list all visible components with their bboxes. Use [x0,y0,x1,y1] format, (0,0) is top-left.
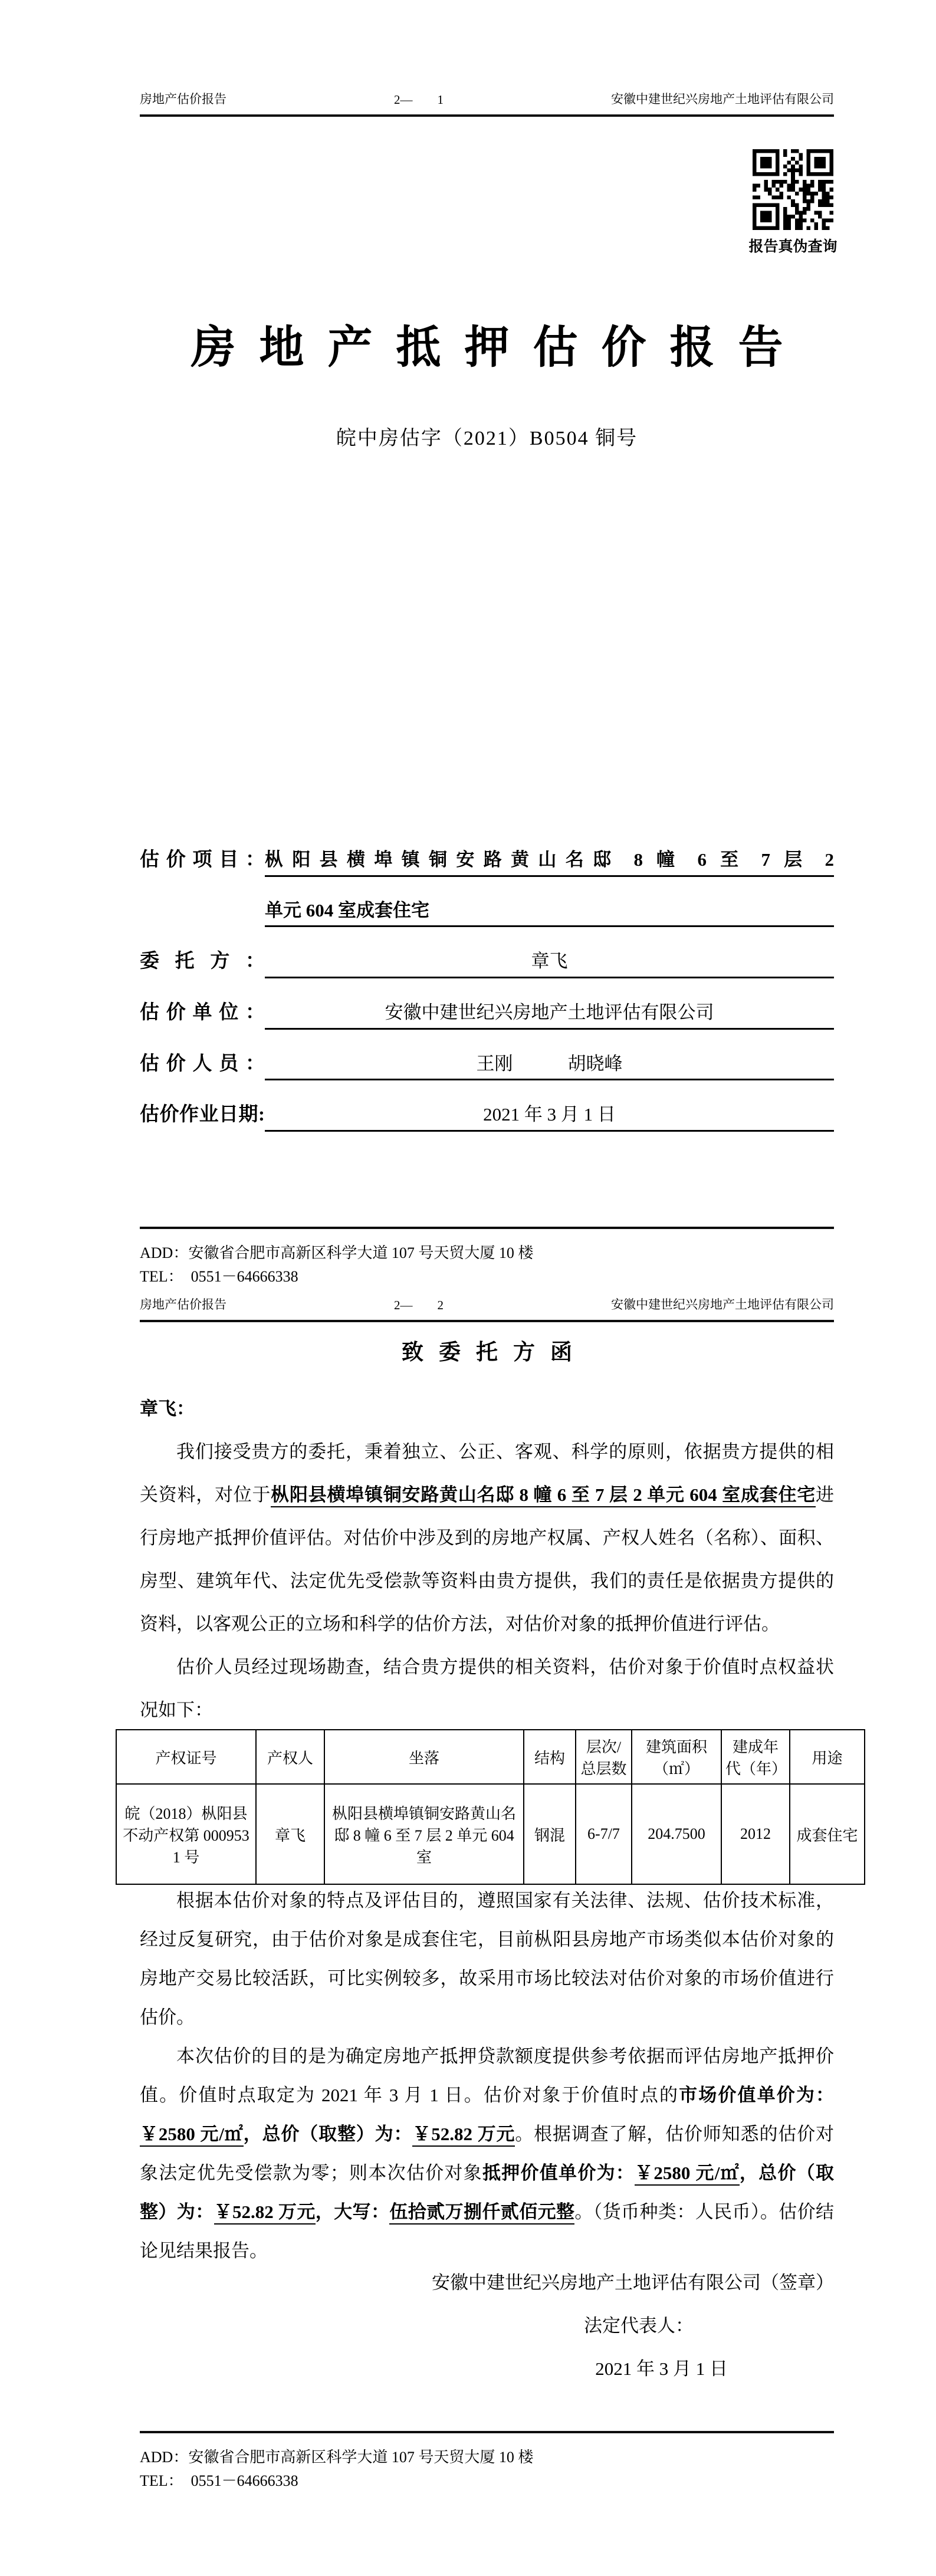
text-run-bold: 抵押价值单价为： [482,2163,635,2183]
text-run: 。根据调查了解，估价师知悉的估价对象法定优先受偿款为零；则本次估价对象 [140,2124,835,2183]
salutation: 章飞： [140,1398,195,1419]
footer-rule [140,1227,834,1229]
header-report-type: 房地产估价报告 [140,92,226,106]
signature-representative: 法定代表人： [584,2315,694,2336]
text-run: 。（货币种类：人民币）。估价结论见结果报告。 [140,2202,835,2261]
text-run-bold: ，总价（取整）为： [140,2163,835,2222]
footer-address: ADD：安徽省合肥市高新区科学大道 107 号天贸大厦 10 楼 [140,2449,534,2466]
field-row-agency [140,1002,834,1030]
table-row [116,1784,865,1884]
report-number: 皖中房估字（2021）B0504 铜号 [336,428,638,449]
letter-body-upper [140,1387,834,1731]
col-owner: 产权人 [256,1730,324,1784]
price-in-words: 伍拾贰万捌仟贰佰元整 [389,2202,574,2225]
text-run-bold: ，大写： [315,2202,390,2222]
col-use: 用途 [790,1730,865,1784]
col-year-built: 建成年代（年） [721,1730,790,1784]
footer-rule [140,2431,834,2433]
unit-price-value: ￥2580 元/㎡ [140,2124,244,2147]
cell-location: 枞阳县横埠镇铜安路黄山名邸 8 幢 6 至 7 层 2 单元 604 室 [324,1784,524,1884]
cell-floor: 6-7/7 [576,1784,632,1884]
text-run: 本次估价的目的是为确定房地产抵押贷款额度提供参考依据而评估房地产抵押价值。价值时点取定为 2021 年 3 月 1 日。估价对象于价值时点的 [140,2046,834,2105]
mortgage-unit-price-value: ￥2580 元/㎡ [635,2163,740,2186]
field-row-date [140,1104,834,1132]
field-row-client [140,951,834,978]
mortgage-total-price-value: ￥52.82 万元 [214,2202,316,2225]
letter-title: 致委托方函 [402,1340,587,1365]
header-company-name: 安徽中建世纪兴房地产土地评估有限公司 [611,92,834,106]
paragraph-method: 根据本估价对象的特点及评估目的，遵照国家有关法律、法规、估价技术标准，经过反复研究，由于估价对象是成套住宅，目前枞阳县房地产市场类似本估价对象的房地产交易比较活跃，可比实例较多，故采用市场比较法对估价对象的市场价值进行估价。 [140,1890,834,2028]
signature-date: 2021 年 3 月 1 日 [595,2358,728,2379]
header-report-type: 房地产估价报告 [140,1297,226,1312]
text-run: 进行房地产抵押价值评估。对估价中涉及到的房地产权属、产权人姓名（名称）、面积、房型、建筑年代、法定优先受偿款等资料由贵方提供，我们的责任是依据贵方提供的资料，以客观公正的立场和科学的估价方法，对估价对象的抵押价值进行评估。 [140,1484,834,1634]
field-label: 估价项目： [140,849,265,870]
table-header-row [116,1730,865,1784]
col-cert-number: 产权证号 [116,1730,256,1784]
field-label: 估价人员： [140,1053,265,1075]
field-value-group [265,849,834,927]
field-label: 估价单位： [140,1001,265,1023]
field-label: 委托方： [140,951,265,972]
col-floor: 层次/总层数 [576,1730,632,1784]
header-page-code: 2— 1 [394,93,444,107]
qr-caption: 报告真伪查询 [748,239,838,255]
page-header [140,1295,834,1313]
field-label: 估价作业日期: [140,1104,265,1126]
field-value: 安徽中建世纪兴房地产土地评估有限公司 [265,1002,834,1030]
footer-telephone: TEL： 0551－64666338 [140,2472,298,2489]
paragraph-survey: 估价人员经过现场勘查，结合贵方提供的相关资料，估价对象于价值时点权益状况如下： [140,1657,834,1720]
letter-body-lower [140,1881,834,2271]
text-run-emphasis: 枞阳县横埠镇铜安路黄山名邸 8 幢 6 至 7 层 2 单元 604 室成套住宅 [271,1484,816,1507]
header-rule [140,1320,834,1322]
cell-year-built: 2012 [721,1784,790,1884]
signature-block [140,2261,834,2390]
qr-code [753,149,833,230]
cell-structure: 钢混 [524,1784,576,1884]
field-value: 章飞 [265,951,834,978]
text-run-bold: 市场价值单价为： [679,2085,834,2105]
text-run: 我们接受贵方的委托，秉着独立、公正、客观、科学的原则，依据贵方提供的相关资料，对位于 [140,1441,834,1505]
cell-cert-number: 皖（2018）枞阳县不动产权第 0009531 号 [116,1784,256,1884]
report-title: 房地产抵押估价报告 [191,323,807,373]
col-area: 建筑面积（㎡） [632,1730,721,1784]
cell-use: 成套住宅 [790,1784,865,1884]
text-run-bold: ，总价（取整）为： [243,2124,413,2144]
cell-owner: 章飞 [256,1784,324,1884]
header-page-code: 2— 2 [394,1298,444,1312]
field-row-appraisers [140,1053,834,1081]
cover-fields [140,849,834,1155]
paragraph-valuation-result [140,2037,834,2271]
signature-company: 安徽中建世纪兴房地产土地评估有限公司（签章） [432,2272,834,2293]
header-company-name: 安徽中建世纪兴房地产土地评估有限公司 [611,1297,834,1312]
cell-area: 204.7500 [632,1784,721,1884]
property-table [116,1729,865,1885]
page-header [140,90,834,107]
field-value: 王刚 胡晓峰 [265,1053,834,1081]
header-rule [140,114,834,117]
total-price-value: ￥52.82 万元 [412,2124,515,2147]
footer-telephone: TEL： 0551－64666338 [140,1268,298,1285]
field-value-line1: 枞阳县横埠镇铜安路黄山名邸 8 幢 6 至 7 层 2 [265,849,834,877]
col-structure: 结构 [524,1730,576,1784]
field-row-project [140,849,834,927]
field-value-line2: 单元 604 室成套住宅 [265,900,834,928]
col-location: 坐落 [324,1730,524,1784]
field-value: 2021 年 3 月 1 日 [265,1104,834,1132]
paragraph-engagement [140,1430,834,1645]
footer-address: ADD：安徽省合肥市高新区科学大道 107 号天贸大厦 10 楼 [140,1244,534,1261]
